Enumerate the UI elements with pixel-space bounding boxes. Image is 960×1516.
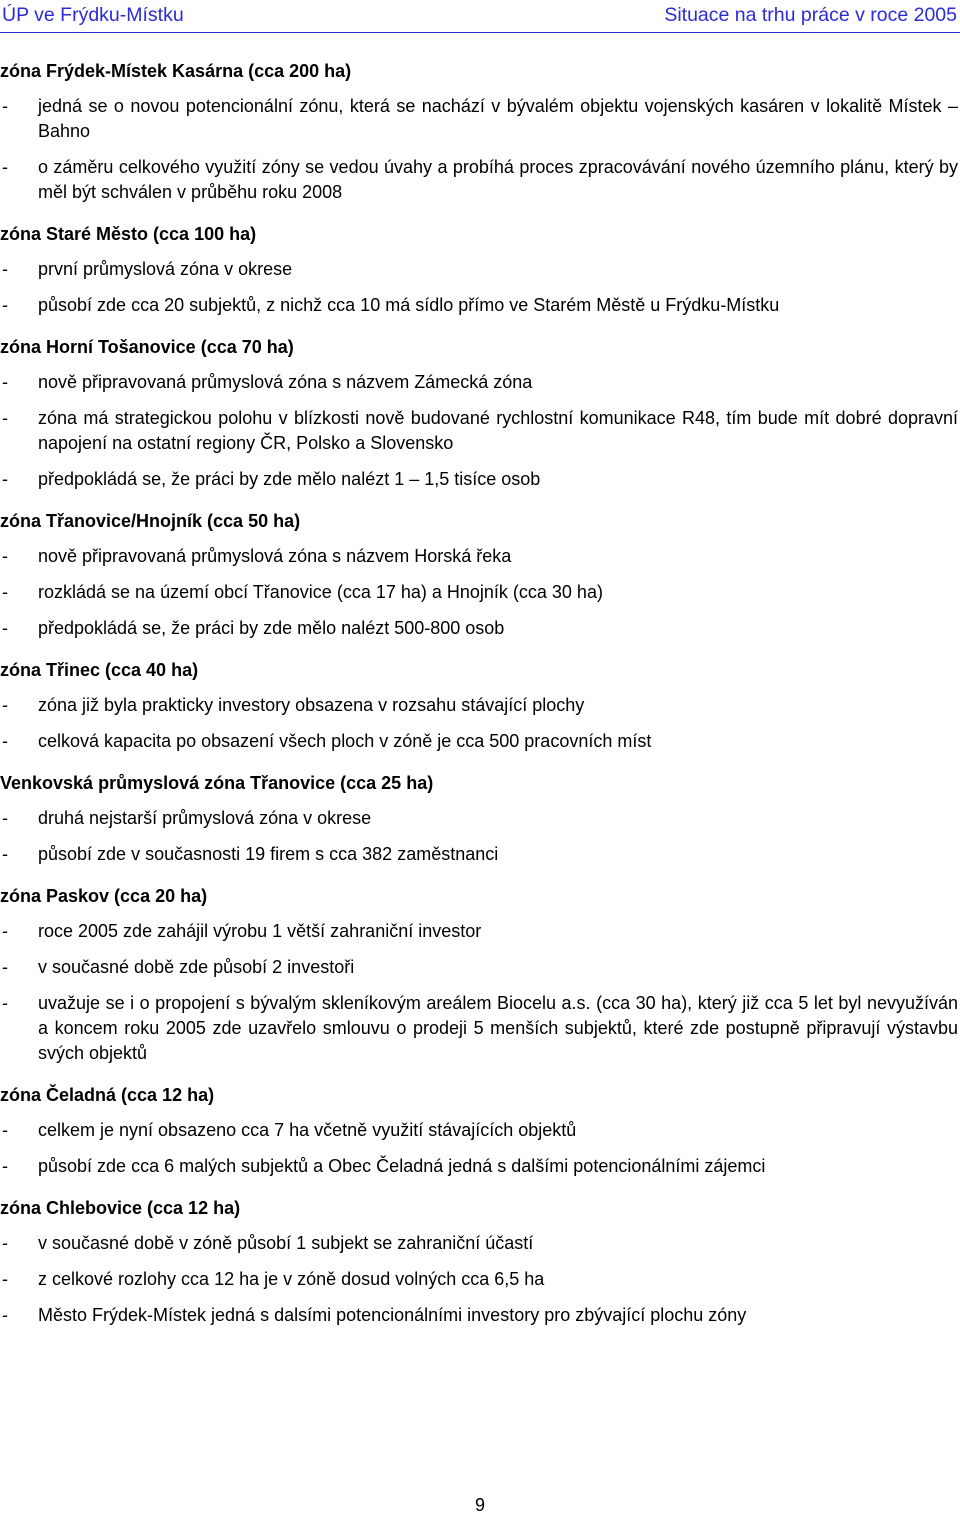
page-number: 9	[474, 1495, 485, 1515]
zone-heading: zóna Čeladná (cca 12 ha)	[0, 1085, 215, 1105]
list-item	[0, 955, 958, 980]
zone-section	[0, 221, 958, 318]
list-item	[0, 842, 958, 867]
zone-bullet-list	[0, 693, 958, 754]
bullet-dash: -	[2, 1120, 8, 1140]
list-item	[0, 293, 958, 318]
list-item	[0, 257, 958, 282]
list-item-text: první průmyslová zóna v okrese	[38, 259, 293, 279]
list-item	[0, 919, 958, 944]
bullet-dash: -	[2, 295, 8, 315]
zone-section	[0, 883, 958, 1066]
zone-heading: zóna Staré Město (cca 100 ha)	[0, 224, 257, 244]
zone-bullet-list	[0, 919, 958, 1066]
list-item	[0, 1267, 958, 1292]
page-header	[0, 0, 960, 34]
list-item-text: zóna již byla prakticky investory obsazena v rozsahu stávající plochy	[38, 695, 585, 715]
zone-heading: zóna Frýdek-Místek Kasárna (cca 200 ha)	[0, 61, 352, 81]
list-item-text: rozkládá se na území obcí Třanovice (cca 17 ha) a Hnojník (cca 30 ha)	[38, 582, 603, 602]
zone-section	[0, 508, 958, 641]
list-item-text: celková kapacita po obsazení všech ploch v zóně je cca 500 pracovních míst	[38, 731, 652, 751]
list-item	[0, 616, 958, 641]
bullet-dash: -	[2, 469, 8, 489]
list-item-text: působí zde cca 20 subjektů, z nichž cca 10 má sídlo přímo ve Starém Městě u Frýdku-Místku	[38, 295, 780, 315]
list-item	[0, 1118, 958, 1143]
list-item-text: nově připravovaná průmyslová zóna s názvem Zámecká zóna	[38, 372, 533, 392]
zone-section	[0, 1195, 958, 1328]
zone-heading: zóna Horní Tošanovice (cca 70 ha)	[0, 337, 294, 357]
zone-section	[0, 334, 958, 492]
zone-heading: zóna Třanovice/Hnojník (cca 50 ha)	[0, 511, 301, 531]
list-item-text: v současné době zde působí 2 investoři	[38, 957, 355, 977]
header-rule	[0, 32, 960, 33]
list-item-text: uvažuje se i o propojení s bývalým skleníkovým areálem Biocelu a.s. (cca 30 ha), který již cca 5 let byl nevyužíván a koncem roku 2005 zde uzavřelo smlouvu o prodeji 5 menších subjektů, které zde postupně připravují výstavbu svých objektů	[38, 993, 958, 1063]
bullet-dash: -	[2, 844, 8, 864]
zone-bullet-list	[0, 94, 958, 205]
bullet-dash: -	[2, 957, 8, 977]
bullet-dash: -	[2, 993, 8, 1013]
list-item-text: jedná se o novou potencionální zónu, která se nachází v bývalém objektu vojenských kasáren v lokalitě Místek – Bahno	[38, 96, 958, 141]
list-item	[0, 544, 958, 569]
list-item-text: zóna má strategickou polohu v blízkosti nově budované rychlostní komunikace R48, tím bude mít dobré dopravní napojení na ostatní regiony ČR, Polsko a Slovensko	[38, 408, 958, 453]
bullet-dash: -	[2, 259, 8, 279]
bullet-dash: -	[2, 582, 8, 602]
list-item	[0, 991, 958, 1066]
list-item-text: z celkové rozlohy cca 12 ha je v zóně dosud volných cca 6,5 ha	[38, 1269, 545, 1289]
list-item-text: roce 2005 zde zahájil výrobu 1 větší zahraniční investor	[38, 921, 482, 941]
header-document-title: ÚP ve Frýdku-Místku	[2, 4, 184, 26]
bullet-dash: -	[2, 96, 8, 116]
zone-section	[0, 657, 958, 754]
zone-bullet-list	[0, 806, 958, 867]
zone-heading: zóna Paskov (cca 20 ha)	[0, 886, 208, 906]
list-item-text: předpokládá se, že práci by zde mělo nalézt 1 – 1,5 tisíce osob	[38, 469, 541, 489]
bullet-dash: -	[2, 1233, 8, 1253]
bullet-dash: -	[2, 546, 8, 566]
list-item	[0, 467, 958, 492]
zone-heading: Venkovská průmyslová zóna Třanovice (cca 25 ha)	[0, 773, 434, 793]
list-item	[0, 155, 958, 205]
list-item	[0, 693, 958, 718]
bullet-dash: -	[2, 921, 8, 941]
zone-heading: zóna Třinec (cca 40 ha)	[0, 660, 199, 680]
list-item	[0, 406, 958, 456]
zone-bullet-list	[0, 257, 958, 318]
header-chapter-title: Situace na trhu práce v roce 2005	[664, 4, 957, 26]
list-item	[0, 370, 958, 395]
zone-heading: zóna Chlebovice (cca 12 ha)	[0, 1198, 241, 1218]
list-item	[0, 94, 958, 144]
zone-section	[0, 58, 958, 205]
list-item-text: Město Frýdek-Místek jedná s dalsími potencionálními investory pro zbývající plochu zóny	[38, 1305, 747, 1325]
zone-bullet-list	[0, 370, 958, 492]
bullet-dash: -	[2, 618, 8, 638]
bullet-dash: -	[2, 1269, 8, 1289]
bullet-dash: -	[2, 695, 8, 715]
list-item	[0, 729, 958, 754]
list-item	[0, 1303, 958, 1328]
bullet-dash: -	[2, 731, 8, 751]
list-item	[0, 1231, 958, 1256]
list-item-text: nově připravovaná průmyslová zóna s názvem Horská řeka	[38, 546, 512, 566]
list-item-text: celkem je nyní obsazeno cca 7 ha včetně využití stávajících objektů	[38, 1120, 577, 1140]
zone-section	[0, 770, 958, 867]
list-item-text: druhá nejstarší průmyslová zóna v okrese	[38, 808, 372, 828]
zone-bullet-list	[0, 1118, 958, 1179]
list-item-text: o záměru celkového využití zóny se vedou úvahy a probíhá proces zpracovávání nového územního plánu, který by měl být schválen v průběhu roku 2008	[38, 157, 958, 202]
zone-bullet-list	[0, 1231, 958, 1328]
list-item	[0, 1154, 958, 1179]
bullet-dash: -	[2, 372, 8, 392]
list-item-text: v současné době v zóně působí 1 subjekt se zahraniční účastí	[38, 1233, 534, 1253]
list-item-text: předpokládá se, že práci by zde mělo nalézt 500-800 osob	[38, 618, 505, 638]
document-body	[0, 58, 958, 1344]
list-item	[0, 580, 958, 605]
bullet-dash: -	[2, 808, 8, 828]
bullet-dash: -	[2, 1305, 8, 1325]
zone-section	[0, 1082, 958, 1179]
bullet-dash: -	[2, 1156, 8, 1176]
bullet-dash: -	[2, 408, 8, 428]
list-item-text: působí zde cca 6 malých subjektů a Obec Čeladná jedná s dalšími potencionálními zájemci	[38, 1156, 766, 1176]
list-item	[0, 806, 958, 831]
list-item-text: působí zde v současnosti 19 firem s cca 382 zaměstnanci	[38, 844, 499, 864]
zone-bullet-list	[0, 544, 958, 641]
bullet-dash: -	[2, 157, 8, 177]
